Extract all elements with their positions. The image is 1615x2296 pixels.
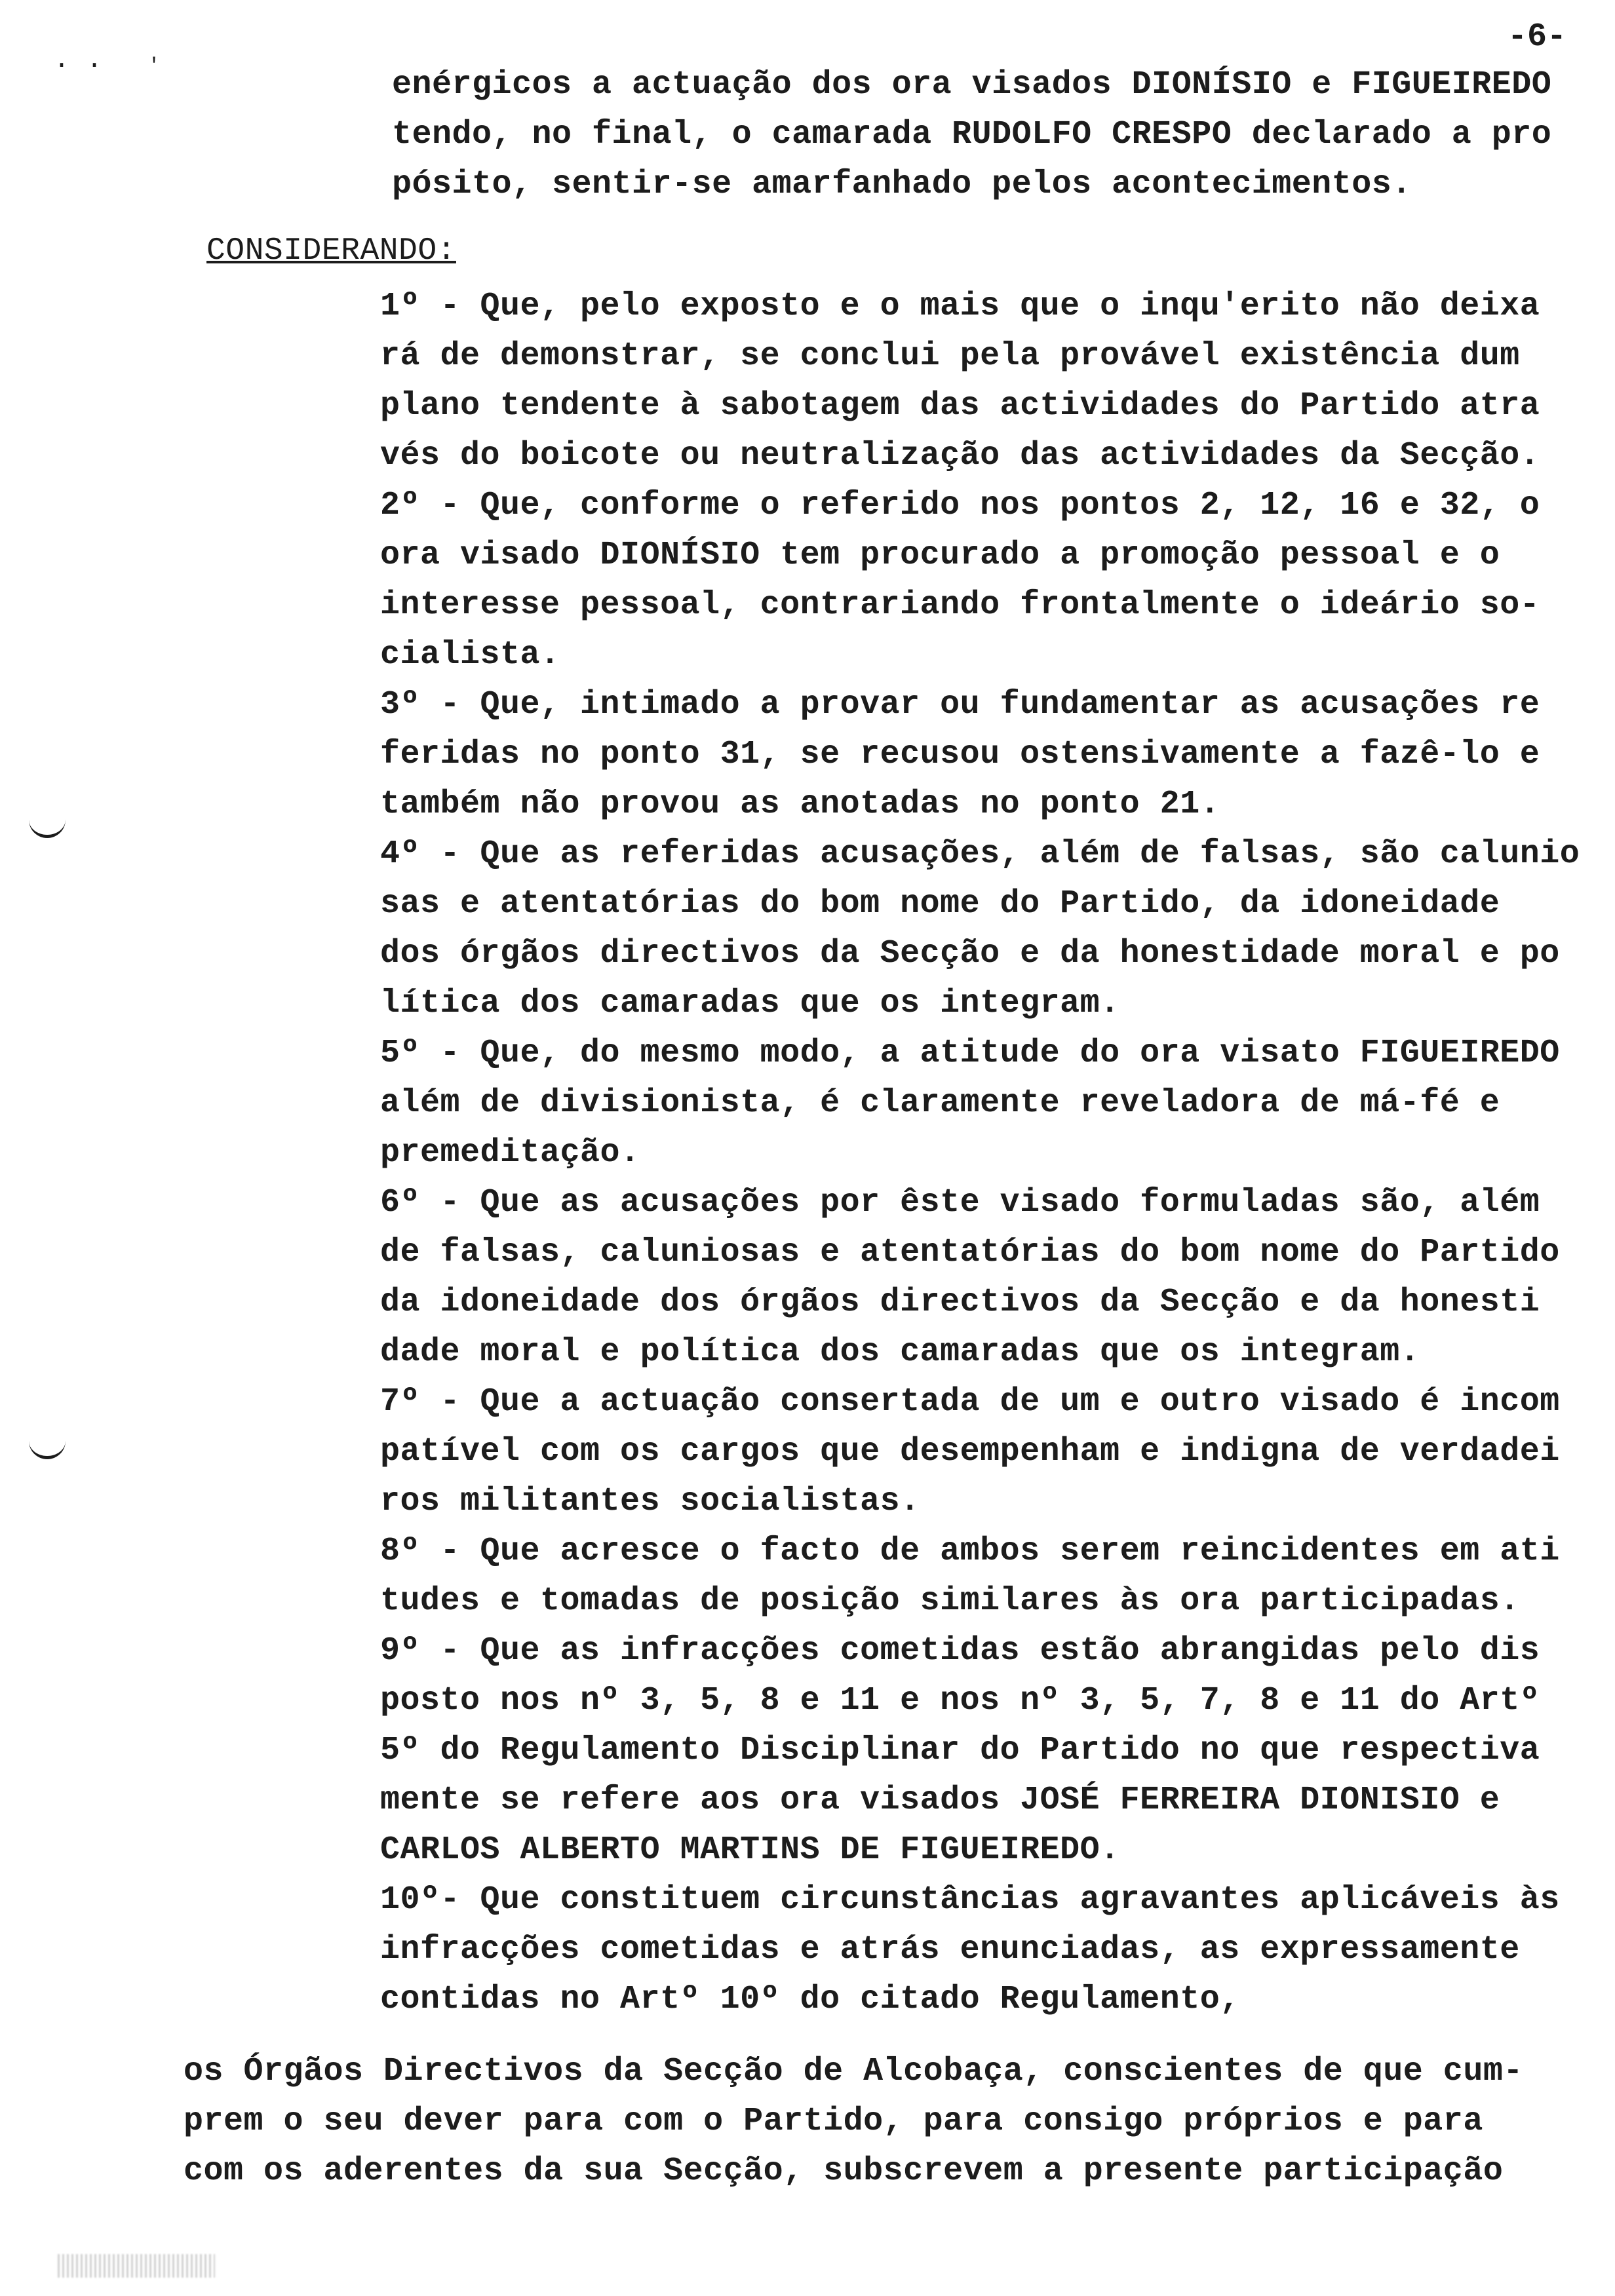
point-line: lítica dos camaradas que os integram.	[380, 985, 1120, 1022]
point-line: premeditação.	[380, 1134, 640, 1172]
point-line: 2º - Que, conforme o referido nos pontos 2, 12, 16 e 32, o	[380, 487, 1540, 524]
point-line: 4º - Que as referidas acusações, além de falsas, são calunio	[380, 835, 1580, 873]
point-line: dade moral e política dos camaradas que os integram.	[380, 1333, 1420, 1371]
closing-line: prem o seu dever para com o Partido, para consigo próprios e para	[184, 2103, 1483, 2140]
point-line: ora visado DIONÍSIO tem procurado a promoção pessoal e o	[380, 537, 1500, 574]
point-line: sas e atentatórias do bom nome do Partido, da idoneidade	[380, 885, 1500, 923]
point-line: 6º - Que as acusações por êste visado formuladas são, além	[380, 1184, 1540, 1221]
point-line: 8º - Que acresce o facto de ambos serem reincidentes em ati	[380, 1533, 1560, 1570]
point-line: 9º - Que as infracções cometidas estão abrangidas pelo dis	[380, 1632, 1540, 1670]
point-line: ros militantes socialistas.	[380, 1483, 920, 1520]
point-line: cialista.	[380, 636, 560, 674]
point-line: 10º- Que constituem circunstâncias agravantes aplicáveis às	[380, 1881, 1560, 1919]
page-number: -6-	[1508, 18, 1567, 56]
point-line: além de divisionista, é claramente reveladora de má-fé e	[380, 1084, 1500, 1122]
intro-line: pósito, sentir-se amarfanhado pelos acontecimentos.	[392, 166, 1412, 203]
point-line: tudes e tomadas de posição similares às ora participadas.	[380, 1582, 1520, 1620]
point-line: 7º - Que a actuação consertada de um e outro visado é incom	[380, 1383, 1560, 1421]
point-line: 1º - Que, pelo exposto e o mais que o inqu'erito não deixa	[380, 288, 1540, 325]
section-heading: CONSIDERANDO:	[206, 233, 456, 269]
point-line: feridas no ponto 31, se recusou ostensivamente a fazê-lo e	[380, 736, 1540, 773]
closing-line: os Órgãos Directivos da Secção de Alcobaça, conscientes de que cum-	[184, 2053, 1523, 2090]
intro-line: tendo, no final, o camarada RUDOLFO CRESPO declarado a pro	[392, 116, 1552, 153]
point-line: 5º - Que, do mesmo modo, a atitude do ora visato FIGUEIREDO	[380, 1035, 1560, 1072]
intro-line: enérgicos a actuação dos ora visados DIONÍSIO e FIGUEIREDO	[392, 66, 1552, 104]
point-line: CARLOS ALBERTO MARTINS DE FIGUEIREDO.	[380, 1831, 1120, 1869]
point-line: posto nos nº 3, 5, 8 e 11 e nos nº 3, 5, 7, 8 e 11 do Artº	[380, 1682, 1540, 1719]
point-line: da idoneidade dos órgãos directivos da Secção e da honesti	[380, 1284, 1540, 1321]
point-line: dos órgãos directivos da Secção e da honestidade moral e po	[380, 935, 1560, 972]
margin-mark: ·	[54, 51, 70, 81]
point-line: 5º do Regulamento Disciplinar do Partido no que respectiva	[380, 1732, 1540, 1769]
margin-mark: '	[148, 55, 161, 77]
point-line: contidas no Artº 10º do citado Regulamento,	[380, 1981, 1240, 2018]
point-line: plano tendente à sabotagem das actividades do Partido atra	[380, 387, 1540, 425]
point-line: rá de demonstrar, se conclui pela provável existência dum	[380, 337, 1520, 375]
point-line: patível com os cargos que desempenham e indigna de verdadei	[380, 1433, 1560, 1470]
point-line: mente se refere aos ora visados JOSÉ FERREIRA DIONISIO e	[380, 1782, 1500, 1819]
point-line: 3º - Que, intimado a provar ou fundamentar as acusações re	[380, 686, 1540, 723]
margin-mark: ·	[87, 51, 103, 81]
point-line: infracções cometidas e atrás enunciadas, as expressamente	[380, 1931, 1520, 1968]
point-line: de falsas, caluniosas e atentatórias do bom nome do Partido	[380, 1234, 1560, 1271]
scan-smudge	[58, 2254, 215, 2278]
punch-hole-mark	[29, 819, 66, 838]
point-line: vés do boicote ou neutralização das actividades da Secção.	[380, 437, 1540, 474]
point-line: interesse pessoal, contrariando frontalmente o ideário so-	[380, 586, 1540, 624]
punch-hole-mark	[29, 1440, 66, 1459]
closing-line: com os aderentes da sua Secção, subscrevem a presente participação	[184, 2152, 1504, 2190]
point-line: também não provou as anotadas no ponto 21.	[380, 786, 1220, 823]
